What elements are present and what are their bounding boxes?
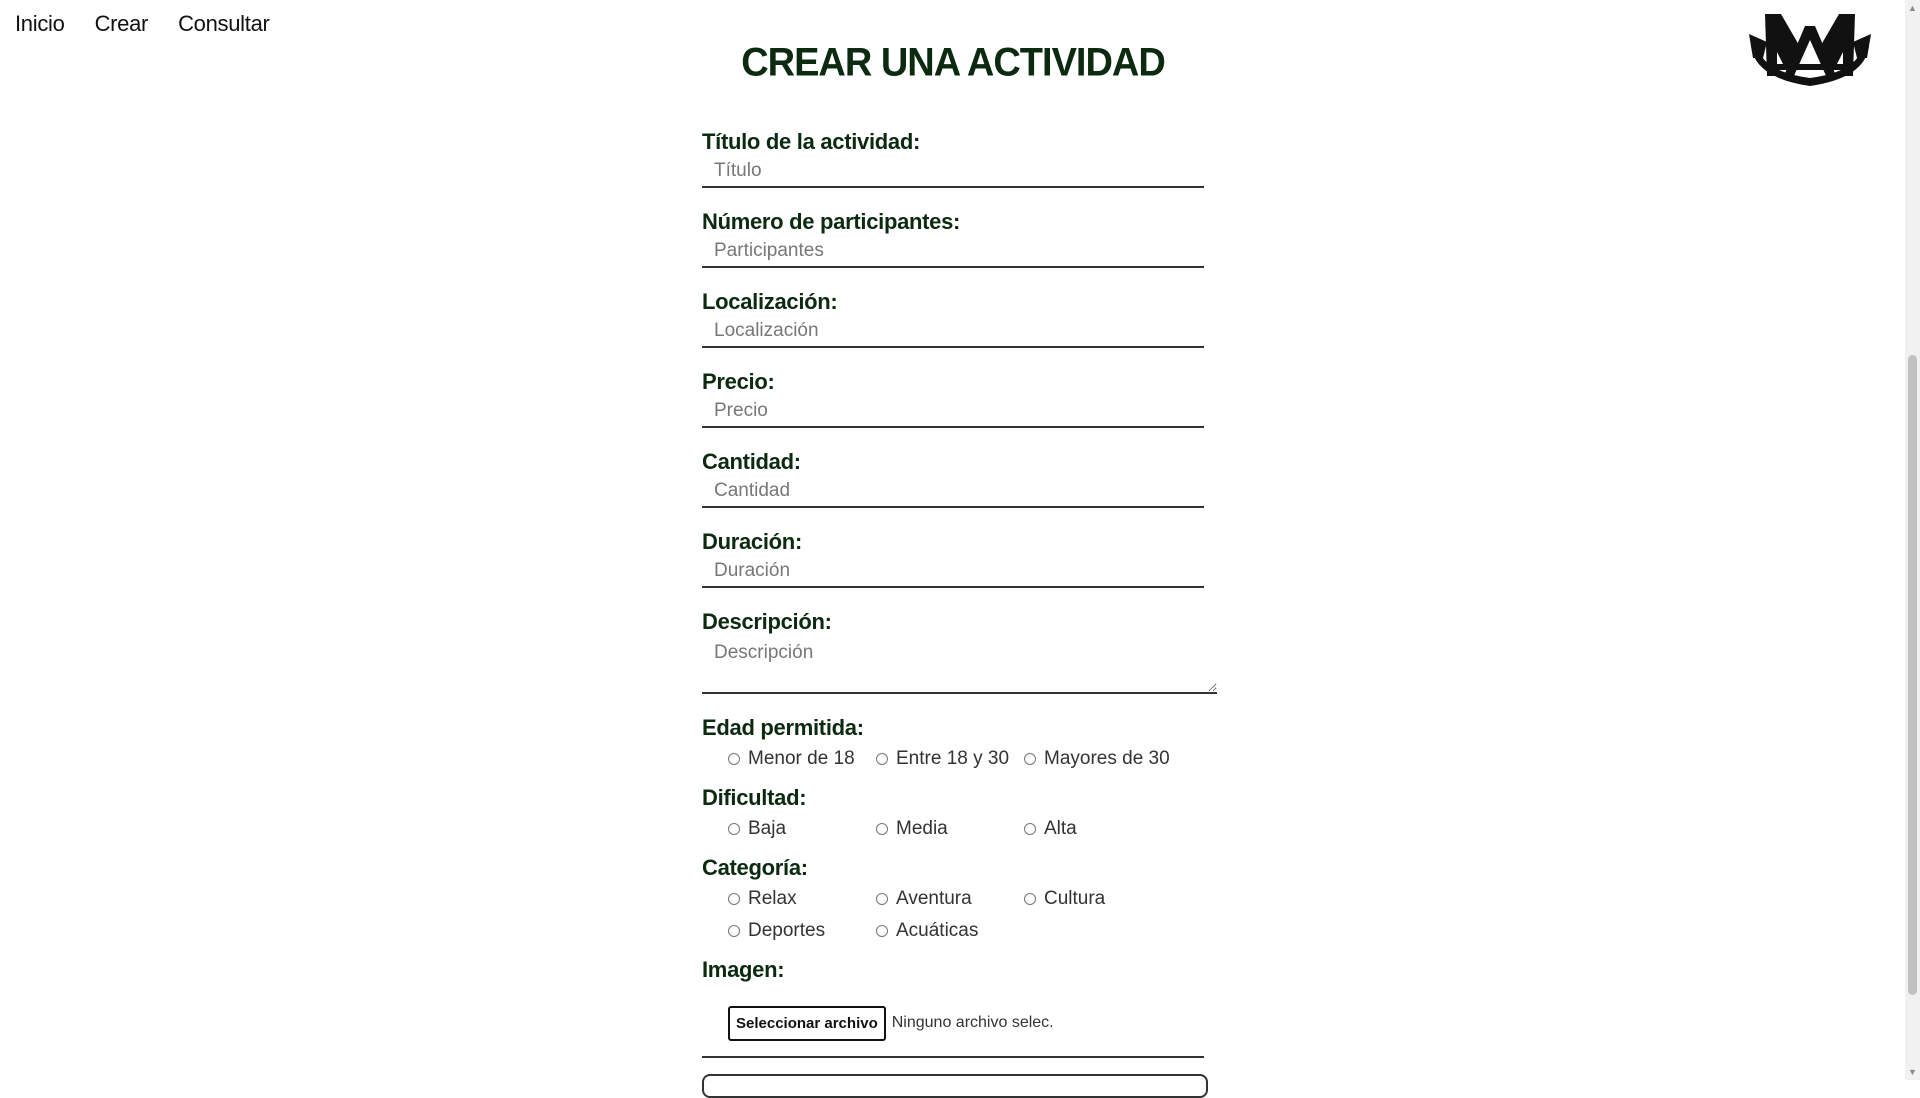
select-file-button[interactable]: Seleccionar archivo [728, 1006, 886, 1041]
category-option-cultura[interactable] [1024, 886, 1172, 912]
participants-label: Número de participantes: [702, 209, 961, 234]
age-option-label: Entre 18 y 30 [896, 748, 1010, 769]
submit-button[interactable] [702, 1074, 1208, 1098]
age-section [702, 714, 1204, 772]
price-field [702, 368, 1204, 428]
price-input[interactable] [702, 396, 1204, 428]
age-radio[interactable] [728, 753, 740, 765]
title-input[interactable] [702, 156, 1204, 188]
location-input[interactable] [702, 316, 1204, 348]
category-option-relax[interactable] [728, 886, 876, 912]
category-radio[interactable] [728, 893, 740, 905]
scroll-up-icon[interactable]: ▲ [1908, 3, 1917, 13]
quantity-input[interactable] [702, 476, 1204, 508]
difficulty-option-high[interactable] [1024, 816, 1172, 842]
category-option-label: Acuáticas [896, 920, 979, 941]
top-nav [15, 11, 270, 37]
difficulty-option-label: Media [896, 818, 948, 839]
page-title: CREAR UNA ACTIVIDAD [741, 40, 1165, 86]
difficulty-option-medium[interactable] [876, 816, 1024, 842]
difficulty-radio[interactable] [728, 823, 740, 835]
age-label: Edad permitida: [702, 715, 864, 740]
difficulty-label: Dificultad: [702, 785, 807, 810]
age-option-under18[interactable] [728, 746, 876, 772]
description-textarea[interactable] [702, 636, 1217, 694]
price-label: Precio: [702, 369, 775, 394]
page-scrollbar[interactable] [1905, 0, 1920, 1080]
category-radio[interactable] [876, 893, 888, 905]
category-option-label: Relax [748, 888, 797, 909]
location-field [702, 288, 1204, 348]
quantity-label: Cantidad: [702, 449, 801, 474]
description-field [702, 608, 1204, 694]
image-label: Imagen: [702, 957, 785, 982]
nav-consultar[interactable]: Consultar [178, 11, 270, 36]
category-option-deportes[interactable] [728, 918, 876, 944]
file-picker [728, 998, 1204, 1048]
age-radio[interactable] [1024, 753, 1036, 765]
category-label: Categoría: [702, 855, 808, 880]
category-radio[interactable] [728, 925, 740, 937]
age-option-label: Menor de 18 [748, 748, 855, 769]
difficulty-option-label: Baja [748, 818, 787, 839]
title-field [702, 128, 1204, 188]
age-option-18to30[interactable] [876, 746, 1024, 772]
difficulty-section [702, 784, 1204, 842]
age-option-over30[interactable] [1024, 746, 1172, 772]
difficulty-option-label: Alta [1044, 818, 1077, 839]
quantity-field [702, 448, 1204, 508]
difficulty-radio[interactable] [876, 823, 888, 835]
age-option-label: Mayores de 30 [1044, 748, 1170, 769]
category-option-acuaticas[interactable] [876, 918, 1024, 944]
nav-crear[interactable]: Crear [94, 11, 149, 36]
difficulty-radio-group [728, 816, 1204, 842]
image-divider [702, 1056, 1204, 1058]
duration-field [702, 528, 1204, 588]
file-status: Ninguno archivo selec. [891, 1014, 1054, 1031]
nav-inicio[interactable]: Inicio [15, 11, 65, 36]
title-label: Título de la actividad: [702, 129, 921, 154]
duration-label: Duración: [702, 529, 802, 554]
age-radio-group [728, 746, 1204, 772]
location-label: Localización: [702, 289, 838, 314]
category-option-label: Deportes [748, 920, 826, 941]
participants-input[interactable] [702, 236, 1204, 268]
category-radio[interactable] [876, 925, 888, 937]
category-radio-group [728, 886, 1204, 944]
duration-input[interactable] [702, 556, 1204, 588]
category-option-aventura[interactable] [876, 886, 1024, 912]
scroll-down-icon[interactable]: ▼ [1908, 1067, 1917, 1077]
description-label: Descripción: [702, 609, 832, 634]
scroll-thumb[interactable] [1908, 355, 1917, 995]
category-option-label: Cultura [1044, 888, 1106, 909]
category-option-label: Aventura [896, 888, 972, 909]
participants-field [702, 208, 1204, 268]
age-radio[interactable] [876, 753, 888, 765]
image-section [702, 956, 1204, 1058]
difficulty-option-low[interactable] [728, 816, 876, 842]
category-radio[interactable] [1024, 893, 1036, 905]
difficulty-radio[interactable] [1024, 823, 1036, 835]
create-activity-form [702, 128, 1204, 1070]
category-section [702, 854, 1204, 944]
